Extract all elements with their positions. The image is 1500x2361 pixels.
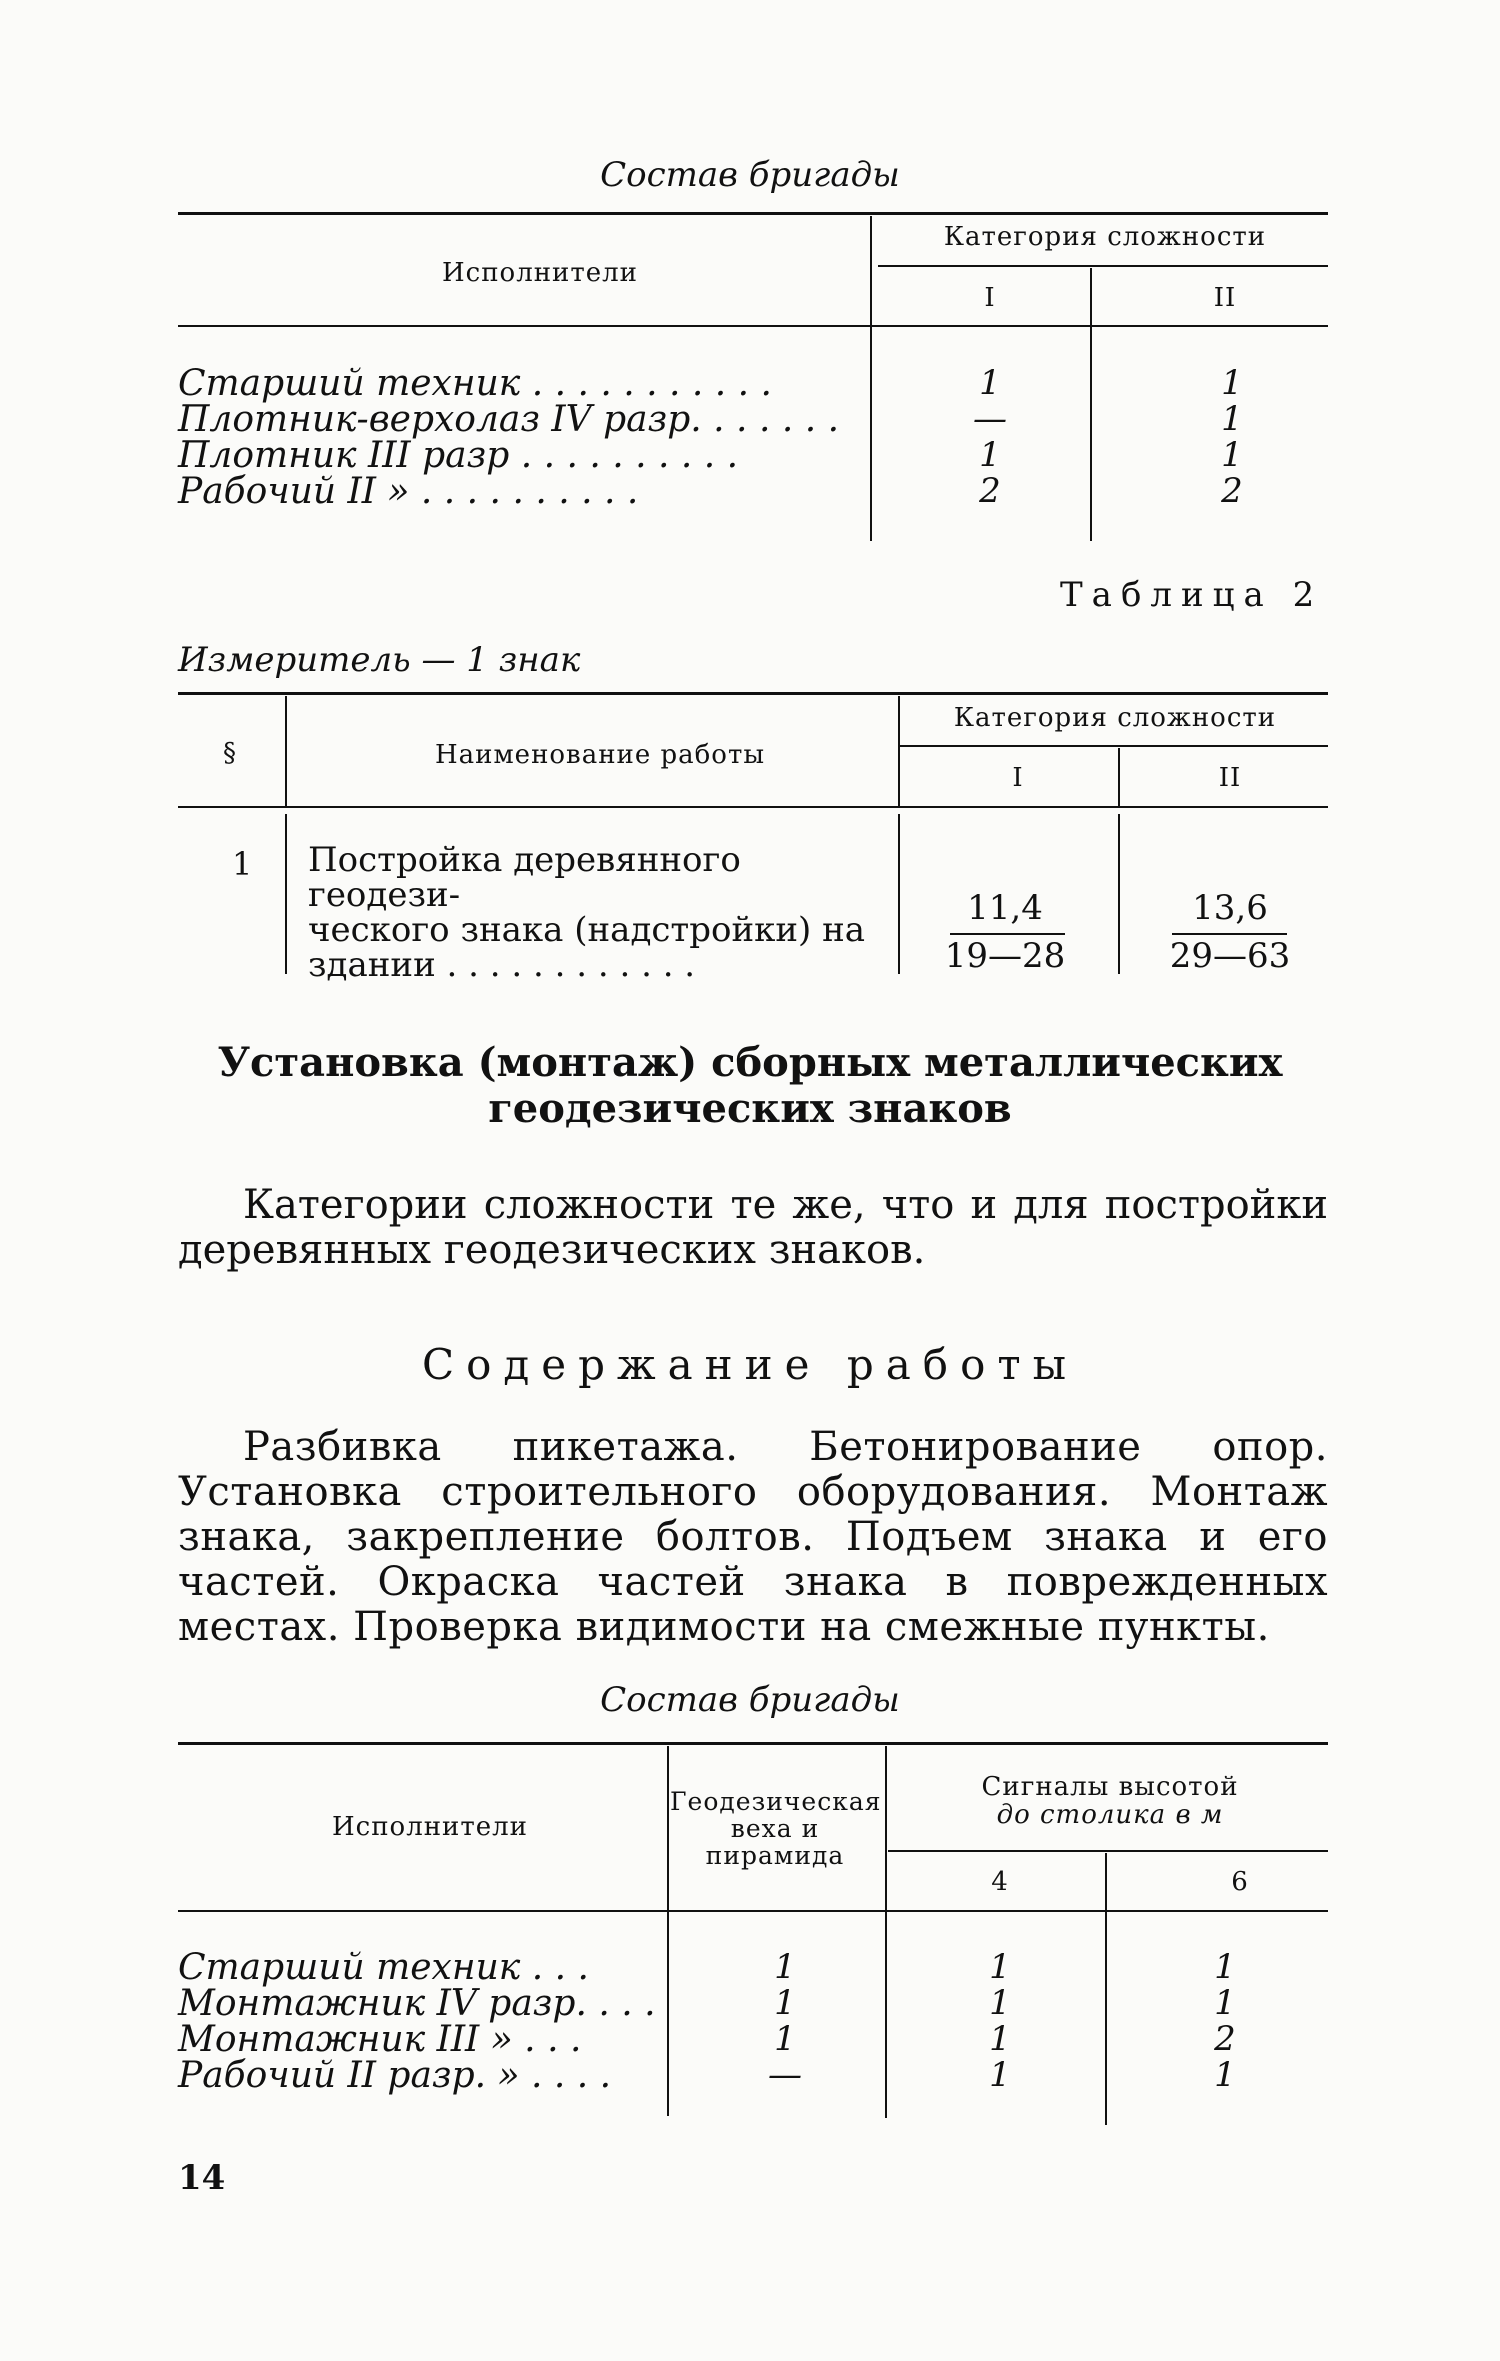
table3-col-geo-line: Геодезическая xyxy=(670,1787,882,1816)
table1-row-c2: 1 xyxy=(1221,399,1243,439)
content-heading: Содержание работы xyxy=(421,1340,1079,1389)
table2-row-name-line: здании . . . . . . . . . . . . xyxy=(308,945,696,985)
table2-body-vline-2 xyxy=(898,814,900,974)
table3-row-c6: 1 xyxy=(1214,1983,1236,2023)
table1-top-rule xyxy=(178,212,1328,215)
table3-sub-rule xyxy=(888,1850,1328,1852)
table1-vline-2 xyxy=(1090,268,1092,541)
table1-row-c1: 1 xyxy=(979,363,1001,403)
table3-sub-col-2: 6 xyxy=(1231,1867,1249,1897)
table3-row-name: Старший техник . . . xyxy=(178,1947,589,1988)
table3-vline-1 xyxy=(667,1746,669,2116)
table2-vline-1 xyxy=(285,696,287,806)
table1-row-c1: 1 xyxy=(979,435,1001,475)
table3-vline-2 xyxy=(885,1746,887,2118)
table1-row-name: Старший техник . . . . . . . . . . . xyxy=(178,363,772,404)
table3-row-c4: 1 xyxy=(989,2055,1011,2095)
content-text: Разбивка пикетажа. Бетонирование опор. Установка строительного оборудования. Монтаж знака, закрепление болтов. Подъем знака и его частей. Окраска частей знака в поврежденных местах. Проверка видимости на смежные пункты. xyxy=(178,1424,1328,1650)
table2-col-section: § xyxy=(223,738,237,768)
table2-c2-fraction-bar xyxy=(1172,933,1287,935)
table2-row-name xyxy=(308,840,888,985)
table3-vline-3 xyxy=(1105,1853,1107,2125)
table3-caption: Состав бригады xyxy=(600,1680,900,1720)
table3-col-geo xyxy=(670,1788,880,1869)
table3-col-geo-line: пирамида xyxy=(705,1841,845,1870)
section-intro: Категории сложности те же, что и для постройки деревянных геодезических знаков. xyxy=(178,1182,1328,1273)
table1-sub-col-2: II xyxy=(1213,283,1237,313)
table3-row-name: Монтажник III » . . . xyxy=(178,2019,582,2060)
section-heading xyxy=(0,1040,1500,1132)
table2-sub-col-1: I xyxy=(1012,763,1024,793)
table2-sub-rule xyxy=(900,745,1328,747)
table2-head-rule xyxy=(178,806,1328,808)
table3-sub-col-1: 4 xyxy=(991,1867,1009,1897)
table1-head-rule xyxy=(178,325,1328,327)
table3-head-rule xyxy=(178,1910,1328,1912)
table1-row-name: Плотник III разр . . . . . . . . . . xyxy=(178,435,739,476)
table3-row-c4: 1 xyxy=(989,1947,1011,1987)
table2-vline-3 xyxy=(1118,748,1120,806)
table3-row-geo: — xyxy=(768,2055,802,2095)
table2-col-name: Наименование работы xyxy=(434,740,766,770)
table2-c2-bottom: 29—63 xyxy=(1169,936,1291,976)
table2-top-rule xyxy=(178,692,1328,695)
table1-row-c2: 1 xyxy=(1221,435,1243,475)
table3-row-name: Монтажник IV разр. . . . xyxy=(178,1983,656,2024)
table3-row-name: Рабочий II разр. » . . . . xyxy=(178,2055,612,2096)
section-heading-line: геодезических знаков xyxy=(488,1085,1012,1132)
table1-vline-1 xyxy=(870,216,872,541)
table2-vline-2 xyxy=(898,696,900,806)
page-number: 14 xyxy=(178,2158,226,2198)
table3-row-geo: 1 xyxy=(774,2019,796,2059)
table3-row-geo: 1 xyxy=(774,1947,796,1987)
table2-label: Таблица 2 xyxy=(1060,575,1324,615)
table3-top-rule xyxy=(178,1742,1328,1745)
table1-row-name: Плотник-верхолаз IV разр. . . . . . . xyxy=(178,399,840,440)
table2-c1-fraction-bar xyxy=(950,933,1065,935)
section-heading-line: Установка (монтаж) сборных металлических xyxy=(217,1039,1283,1086)
table3-col-geo-line: веха и xyxy=(730,1814,820,1843)
table1-row-c2: 1 xyxy=(1221,363,1243,403)
table1-caption: Состав бригады xyxy=(600,155,900,195)
table1-sub-rule xyxy=(878,265,1328,267)
table1-col-category: Категория сложности xyxy=(943,222,1267,252)
table1-sub-col-1: I xyxy=(984,283,996,313)
table2-c1-top: 11,4 xyxy=(967,888,1043,928)
table1-row-c2: 2 xyxy=(1221,471,1243,511)
table2-c2-top: 13,6 xyxy=(1192,888,1268,928)
table1-col-executors: Исполнители xyxy=(441,258,638,288)
table3-row-c6: 2 xyxy=(1214,2019,1236,2059)
table2-row-name-line: ческого знака (надстройки) на xyxy=(308,910,866,950)
table1-row-c1: — xyxy=(973,399,1007,439)
table2-body-vline-3 xyxy=(1118,814,1120,974)
table1-row-name: Рабочий II » . . . . . . . . . . xyxy=(178,471,639,512)
table3-col-signals xyxy=(890,1773,1330,1829)
table2-c1-bottom: 19—28 xyxy=(944,936,1066,976)
table1-row-c1: 2 xyxy=(979,471,1001,511)
table2-body-vline-1 xyxy=(285,814,287,974)
table3-row-c6: 1 xyxy=(1214,1947,1236,1987)
table2-sub-col-2: II xyxy=(1218,763,1242,793)
table3-row-c6: 1 xyxy=(1214,2055,1236,2095)
table2-measure: Измеритель — 1 знак xyxy=(178,640,581,680)
table3-col-signals-line: Сигналы высотой xyxy=(981,1772,1239,1802)
table3-row-geo: 1 xyxy=(774,1983,796,2023)
table3-col-executors: Исполнители xyxy=(331,1812,528,1842)
table2-col-category: Категория сложности xyxy=(953,703,1277,733)
table3-row-c4: 1 xyxy=(989,2019,1011,2059)
table3-col-signals-line: до столика в м xyxy=(996,1800,1224,1830)
table2-row-name-line: Постройка деревянного геодези- xyxy=(308,840,741,915)
table2-row-section: 1 xyxy=(232,845,253,883)
table3-row-c4: 1 xyxy=(989,1983,1011,2023)
